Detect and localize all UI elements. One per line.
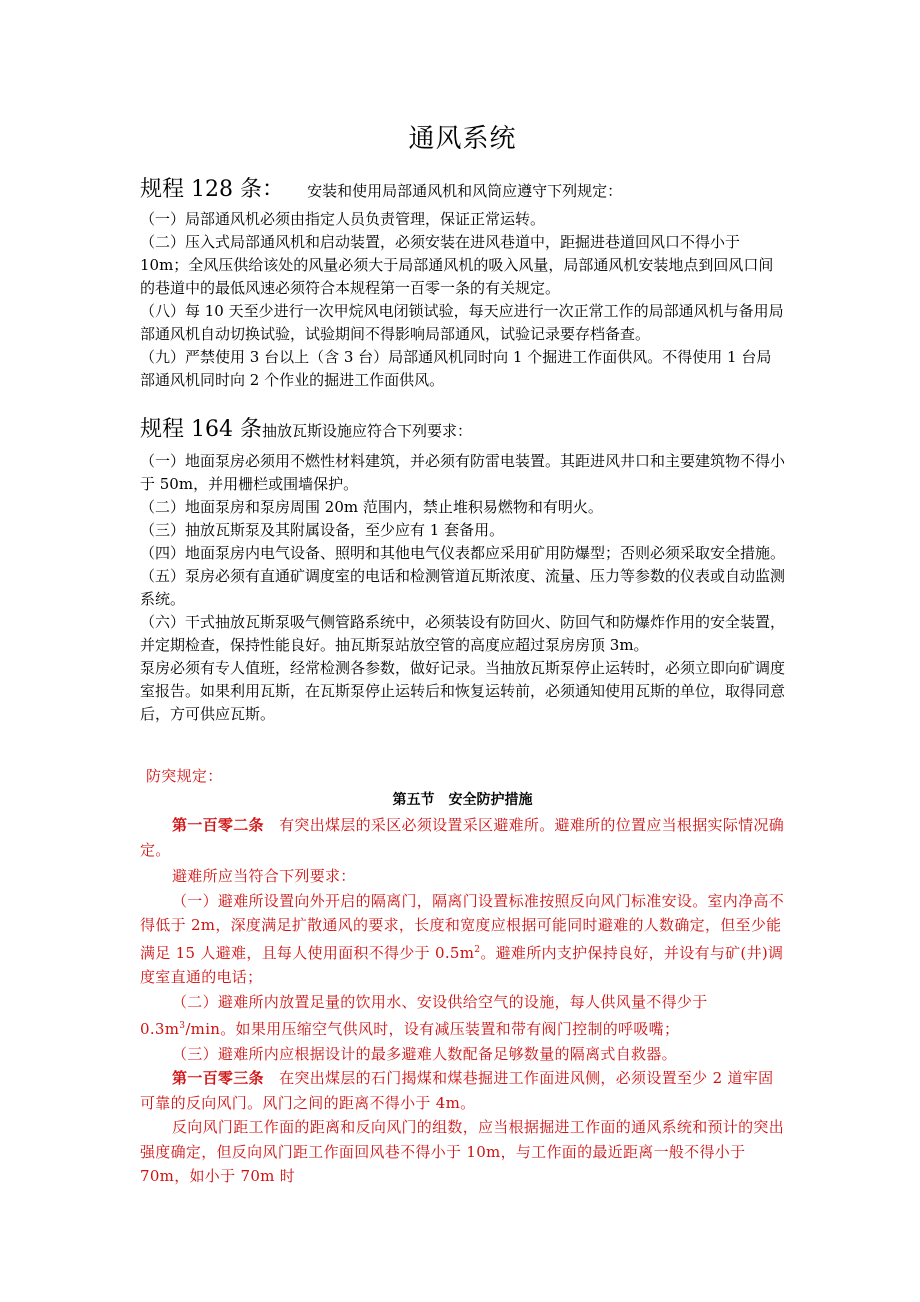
rule-164-item: 泵房必须有专人值班，经常检测各参数，做好记录。当抽放瓦斯泵停止运转时，必须立即向矿调度室报告。如果利用瓦斯，在瓦斯泵停止运转后和恢复运转前，必须通知使用瓦斯的单位，取得同意后，方可供应瓦斯。	[140, 659, 786, 723]
rule-128-item: （九）严禁使用 3 台以上（含 3 台）局部通风机同时向 1 个掘进工作面供风。不得使用 1 台局部通风机同时向 2 个作业的掘进工作面供风。	[140, 348, 772, 389]
rule-128-heading	[140, 172, 622, 203]
rule-164-item: （一）地面泵房必须用不燃性材料建筑，并必须有防雷电装置。其距进风井口和主要建筑物不得小于 50m，并用栅栏或围墙保护。	[140, 452, 786, 493]
rule-164-item: （二）地面泵房和泵房周围 20m 范围内，禁止堆积易燃物和有明火。	[140, 498, 603, 516]
rule-128-label: 规程 128 条：	[140, 177, 284, 202]
rule-164-item: （三）抽放瓦斯泵及其附属设备，至少应有 1 套备用。	[140, 521, 505, 539]
outburst-content	[140, 813, 785, 1189]
shelter-1-text-a: （一）避难所设置向外开启的隔离门，隔离门设置标准按照反向风门标准安设。室内净高不得低于 2m，深度满足扩散通风的要求，长度和宽度应根据可能同时避难的人数确定，但至少能满足 15 人避难，且每人使用面积不得少于 0.5m	[140, 891, 785, 962]
shelter-requirement-2	[140, 990, 785, 1042]
article-102-heading: 第一百零二条	[172, 816, 264, 834]
rule-164-label: 规程 164 条	[140, 417, 262, 442]
rule-164-item: （四）地面泵房内电气设备、照明和其他电气仪表都应采用矿用防爆型；否则必须采取安全措施。	[140, 544, 786, 562]
page-title: 通风系统	[408, 124, 517, 154]
shelter-2-text-b: /min。如果用压缩空气供风时，设有减压装置和带有阀门控制的呼吸嘴；	[185, 1020, 680, 1038]
outburst-label: 防突规定：	[146, 767, 223, 785]
rule-128-items	[140, 208, 785, 392]
shelter-intro: 避难所应当符合下列要求：	[172, 867, 356, 885]
shelter-2-sup: 3	[179, 1021, 186, 1031]
article-103-heading: 第一百零三条	[172, 1069, 264, 1087]
section-heading: 第五节 安全防护措施	[392, 792, 533, 808]
rule-164-item: （五）泵房必须有直通矿调度室的电话和检测管道瓦斯浓度、流量、压力等参数的仪表或自动监测系统。	[140, 567, 786, 608]
shelter-1-sup: 2	[474, 944, 481, 955]
rule-128-intro: 安装和使用局部通风机和风筒应遵守下列规定：	[307, 182, 623, 200]
rule-128-item: （八）每 10 天至少进行一次甲烷风电闭锁试验，每天应进行一次正常工作的局部通风机与备用局部通风机自动切换试验，试验期间不得影响局部通风，试验记录要存档备查。	[140, 302, 784, 343]
article-103	[140, 1066, 785, 1115]
article-102	[140, 813, 785, 862]
shelter-2-text-a: （二）避难所内放置足量的饮用水、安设供给空气的设施，每人供风量不得少于 0.3m	[140, 992, 708, 1038]
shelter-requirement-3: （三）避难所内应根据设计的最多避难人数配备足够数量的隔离式自救器。	[172, 1044, 677, 1063]
rule-164-heading	[140, 412, 472, 443]
shelter-1-text-b: 。避难所内支护保持良好，并设有与矿(井)调度室直通的电话；	[140, 943, 784, 986]
rule-164-item: （六）干式抽放瓦斯泵吸气侧管路系统中，必须装设有防回火、防回气和防爆炸作用的安全装置，并定期检查，保持性能良好。抽瓦斯泵站放空管的高度应超过泵房房顶 3m。	[140, 613, 786, 654]
rule-128-item: （二）压入式局部通风机和启动装置，必须安装在进风巷道中，距掘进巷道回风口不得小于 10m；全风压供给该处的风量必须大于局部通风机的吸入风量，局部通风机安装地点到回风口间的巷道中的最低风速必须符合本规程第一百零一条的有关规定。	[140, 233, 774, 297]
shelter-requirement-1	[140, 889, 785, 990]
rule-128-item: （一）局部通风机必须由指定人员负责管理，保证正常运转。	[140, 210, 546, 228]
outburst-label-block	[140, 764, 785, 789]
rule-164-items	[140, 450, 785, 726]
article-103-text: 在突出煤层的石门揭煤和煤巷掘进工作面进风侧，必须设置至少 2 道牢固可靠的反向风门。风门之间的距离不得小于 4m。	[140, 1069, 774, 1112]
reverse-door-text: 反向风门距工作面的距离和反向风门的组数，应当根据掘进工作面的通风系统和预计的突出强度确定，但反向风门距工作面回风巷不得小于 10m，与工作面的最近距离一般不得小于 70m，如小于 70m 时	[140, 1118, 785, 1185]
rule-164-intro: 抽放瓦斯设施应符合下列要求：	[261, 422, 472, 440]
article-102-text: 有突出煤层的采区必须设置采区避难所。避难所的位置应当根据实际情况确定。	[140, 816, 785, 859]
